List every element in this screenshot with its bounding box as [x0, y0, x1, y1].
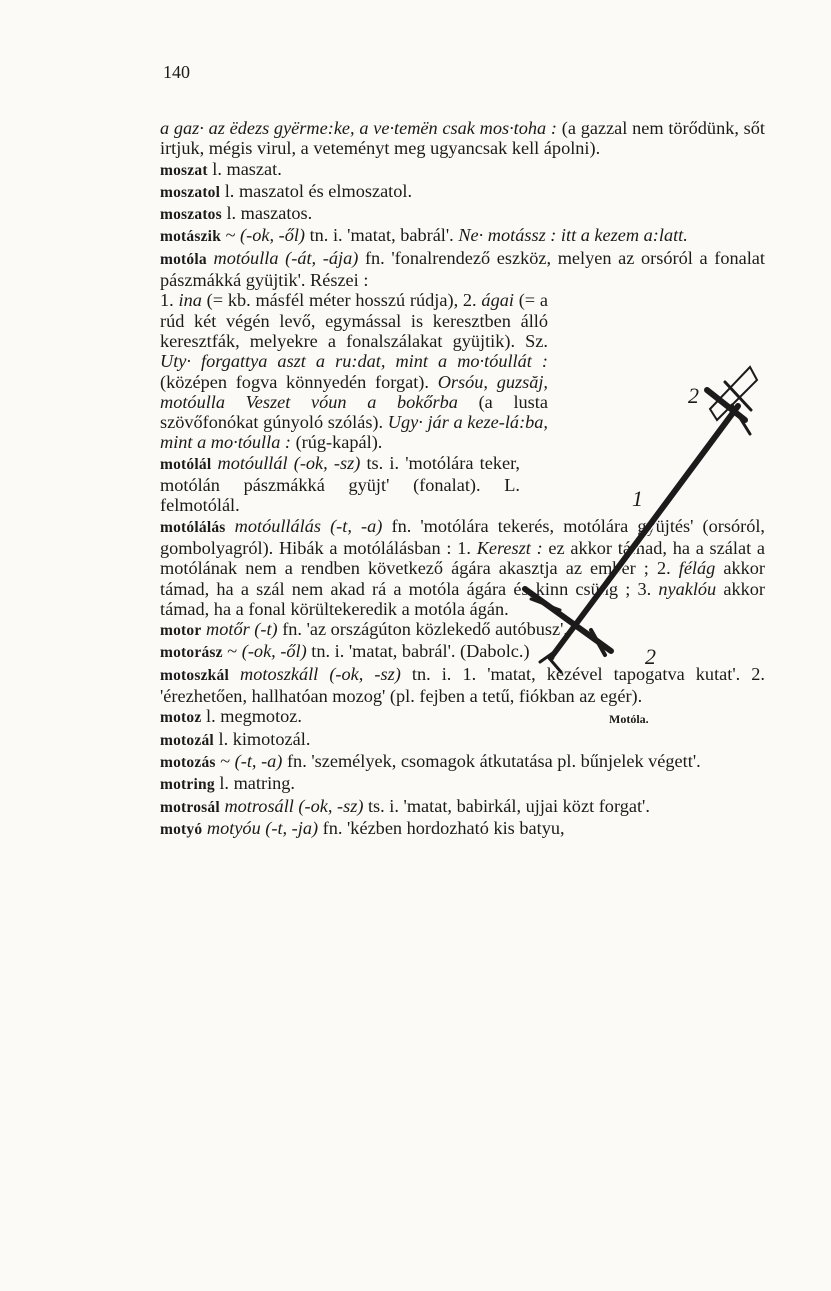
entry-variant: motóullálás (-t, -a) [225, 515, 383, 536]
entry-text: ez akkor támad, ha a szálat a motólának nem a rendben következő ágára akasztja az ember ; 2. [160, 537, 766, 579]
entry-variant: motőr (-t) [201, 619, 278, 640]
entry-text: fn. 'személyek, csomagok átkutatása pl. bűnjelek végett'. [282, 750, 701, 771]
entry-headword: motyó [160, 820, 203, 838]
entry-text: l. maszatos. [221, 203, 313, 224]
entry-text: (a lusta szövőfonókat gúnyoló szólás). [160, 391, 548, 433]
entry-headword: motrosál [160, 798, 220, 816]
entry-text: fn. 'motólára tekerés, motólára gyüjtés' (orsóról, gombolyagról). Hibák a motólálásban : 1. [160, 515, 765, 558]
entry-variant: félág [678, 558, 716, 579]
entry-text: (= a rúd két végén levő, egymással is keresztben álló keresztfák, melyekre a fonalszálakat gyüjtik). Sz. [160, 290, 549, 351]
entry-text: (a gazzal nem törődünk, sőt irtjuk, mégis virul, a veteményt meg ugyancsak kell ápolni). [160, 118, 765, 159]
entry-text: ~ [222, 641, 242, 662]
entry-text: fn. 'az országúton közlekedő autóbusz'. [277, 619, 568, 640]
entry-variant: motrosáll (-ok, -sz) [219, 795, 364, 816]
entry-headword: motászik [160, 228, 222, 246]
entry-text: tn. i. 1. 'matat, kezével tapogatva kutat'. 2. 'érezhetően, hallhatóan mozog' (pl. fejben a tetű, fiókban az egér). [160, 663, 765, 707]
entry-text: ts. i. 'motólára teker, motólán pászmákká gyüjt' (fonalat). L. felmotólál. [160, 452, 520, 516]
entry-text: l. maszat. [207, 158, 282, 179]
figure-label-1: 1 [632, 486, 643, 511]
entry-moszatos [160, 203, 765, 225]
page-number: 140 [163, 62, 190, 82]
entry-headword: motólálás [160, 518, 226, 536]
entry-motrosal [160, 796, 765, 818]
entry-motola-parts [160, 290, 548, 452]
entry-text: l. kimotozál. [213, 728, 311, 749]
entry-headword: moszatol [160, 183, 221, 201]
entry-variant: (-t, -a) [234, 750, 283, 771]
entry-headword: motorász [160, 644, 223, 662]
entry-text: tn. i. 'matat, babrál'. [305, 225, 459, 246]
entry-headword: motozás [160, 753, 216, 771]
entry-motaszik [160, 225, 765, 247]
entry-text: akkor támad, ha a fonal körültekeredik a motóla ágán. [160, 578, 765, 619]
figure-label-2-top: 2 [688, 383, 699, 408]
entry-motolal [160, 453, 520, 516]
entry-example [160, 118, 765, 159]
motola-illustration [505, 362, 775, 734]
entry-text: ~ [221, 225, 241, 246]
entry-text: l. megmotoz. [201, 706, 302, 727]
entry-variant: (-ok, -ől) [241, 641, 307, 662]
entry-variant: ágai [481, 290, 514, 311]
entry-headword: motólál [160, 455, 212, 473]
entry-variant: motoszkáll (-ok, -sz) [228, 663, 401, 684]
entry-variant: ina [178, 290, 202, 311]
entry-text: l. matring. [214, 773, 296, 794]
entry-motyo [160, 818, 765, 840]
entry-headword: motoz [160, 709, 202, 727]
entry-text: akkor támad, ha a szál nem akad rá a motóla ágára és kinn csüng ; 3. [160, 558, 765, 599]
motola-rod [551, 406, 738, 658]
entry-variant: nyaklóu [658, 578, 717, 599]
entry-headword: moszatos [160, 206, 222, 224]
entry-moszat [160, 159, 765, 181]
entry-text: ts. i. 'matat, babirkál, ujjai közt forgat'. [363, 795, 650, 816]
entry-variant: a gaz· az ëdezs gyërme:ke, a ve·temën csak mos·toha : [160, 118, 558, 138]
entry-moszatol [160, 181, 765, 203]
entry-headword: motoszkál [160, 666, 229, 684]
entry-variant: motyóu (-t, -ja) [202, 817, 319, 838]
entry-example: Orsóu, guzsăj, motóulla Veszet vóun a bokőrba [160, 371, 549, 412]
entry-text: (= kb. másfél méter hosszú rúdja), 2. [201, 290, 482, 311]
entry-example: Uty· forgattya aszt a ru:dat, mint a mo·tóullát : [160, 351, 548, 372]
entry-variant: motóulla (-át, -ája) [206, 247, 359, 268]
entry-variant: motóullál (-ok, -sz) [211, 452, 361, 473]
entry-variant: Kereszt : [476, 537, 543, 558]
entry-text: fn. 'fonalrendező eszköz, melyen az orsóról a fonalat pászmákká gyüjtik'. Részei : [160, 247, 765, 291]
entry-text: tn. i. 'matat, babrál'. (Dabolc.) [306, 641, 530, 662]
entry-headword: motring [160, 776, 215, 794]
entry-example: Ne· motássz : itt a kezem a:latt. [458, 225, 688, 246]
figure-caption: Motóla. [609, 712, 649, 726]
entry-motozas [160, 751, 765, 773]
entry-text: (rúg-kapál). [291, 432, 383, 453]
entry-headword: motor [160, 622, 202, 640]
entry-headword: motóla [160, 250, 207, 268]
entry-motring [160, 773, 765, 795]
entry-text: ~ [215, 750, 235, 771]
entry-text: 1. [160, 290, 179, 311]
figure-label-2-bottom: 2 [645, 644, 656, 669]
entry-text: fn. 'kézben hordozható kis batyu, [318, 817, 565, 838]
entry-variant: (-ok, -ől) [240, 225, 306, 246]
entry-headword: motozál [160, 731, 214, 749]
entry-text: (középen fogva könnyedén forgat). [160, 371, 438, 392]
entry-headword: moszat [160, 161, 208, 179]
entry-example: Ugy· jár a keze-lá:ba, mint a mo·tóulla : [160, 412, 549, 453]
entry-motola [160, 248, 765, 291]
entry-text: l. maszatol és elmoszatol. [220, 180, 413, 201]
